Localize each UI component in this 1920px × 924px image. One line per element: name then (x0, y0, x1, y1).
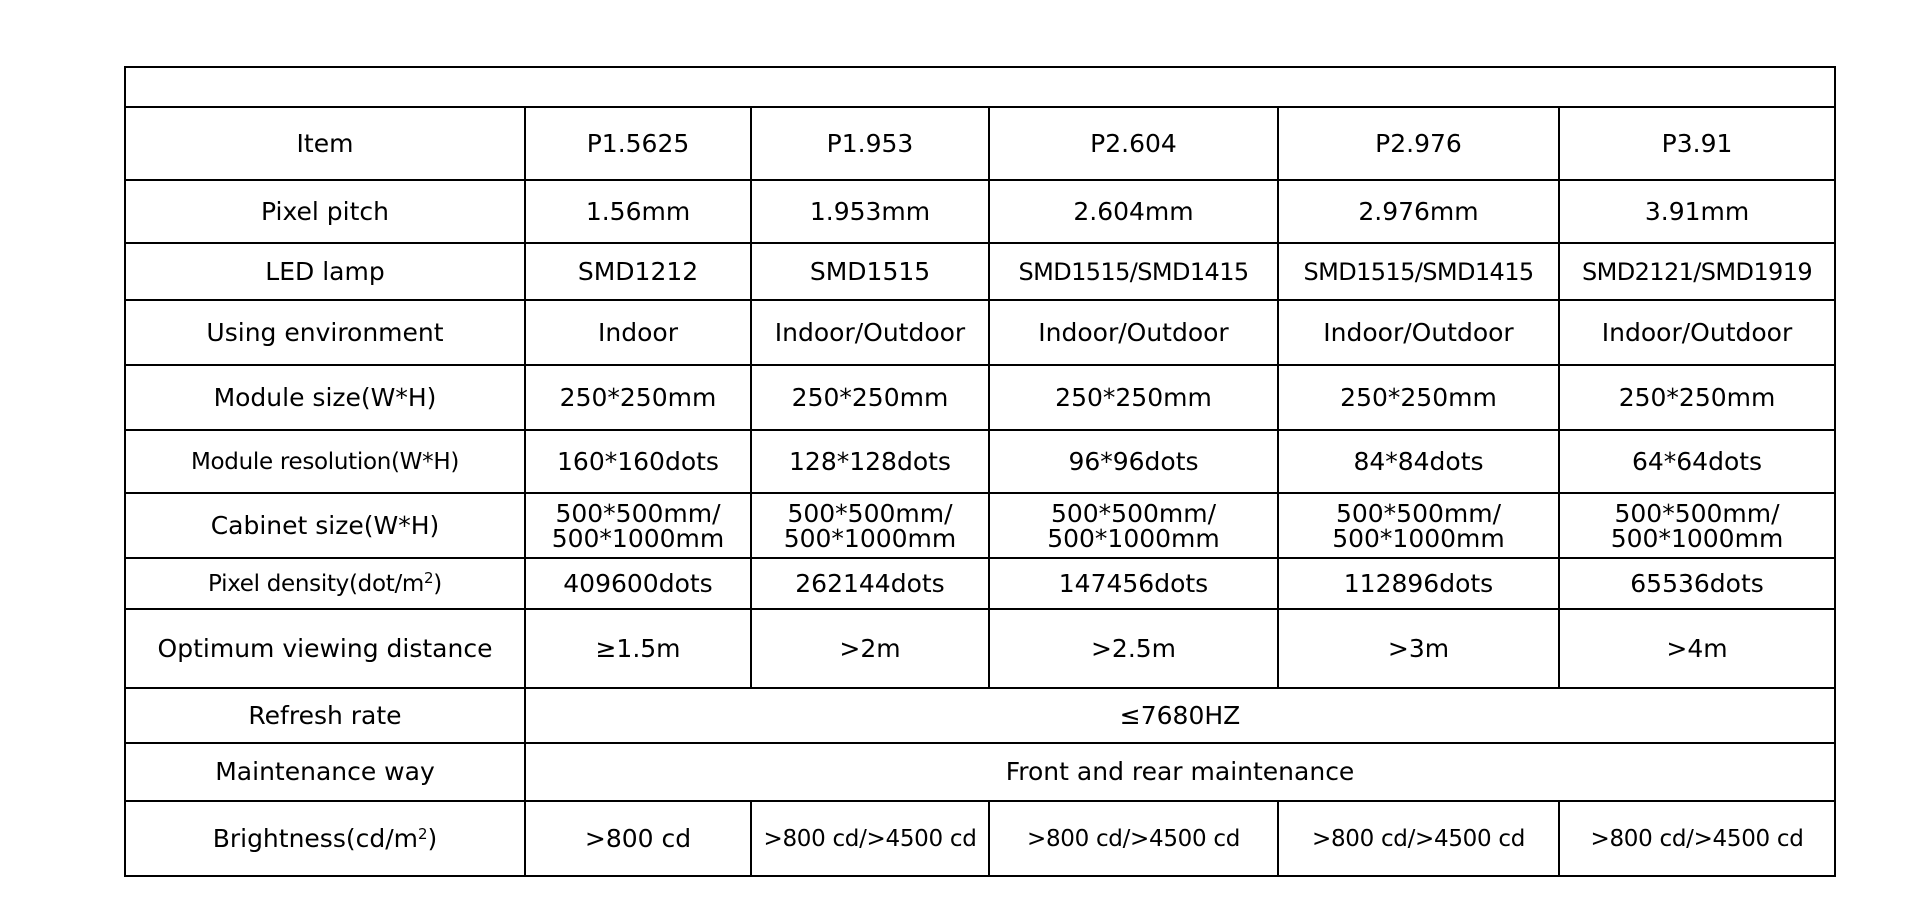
row-label: Refresh rate (125, 688, 525, 743)
model-header-cell: P3.91 (1559, 107, 1835, 180)
model-header-cell: P2.604 (989, 107, 1278, 180)
table-row-header (125, 107, 1835, 180)
table-cell: 500*500mm/ 500*1000mm (1559, 493, 1835, 558)
table-cell: 65536dots (1559, 558, 1835, 609)
table-cell: Indoor/Outdoor (1559, 300, 1835, 365)
table-cell: 96*96dots (989, 430, 1278, 493)
table-cell: >2.5m (989, 609, 1278, 688)
table-cell: 128*128dots (751, 430, 989, 493)
table-cell: 250*250mm (751, 365, 989, 430)
table-cell: 250*250mm (525, 365, 751, 430)
table-cell: SMD2121/SMD1919 (1559, 243, 1835, 300)
table-cell: >3m (1278, 609, 1559, 688)
table-cell: 250*250mm (1278, 365, 1559, 430)
model-header-cell: P1.953 (751, 107, 989, 180)
table-row-pixel-pitch (125, 180, 1835, 243)
table-cell: 1.953mm (751, 180, 989, 243)
table-cell: 2.976mm (1278, 180, 1559, 243)
table-row-module-resolution (125, 430, 1835, 493)
table-cell: 500*500mm/ 500*1000mm (1278, 493, 1559, 558)
table-cell: 2.604mm (989, 180, 1278, 243)
table-row-pixel-density (125, 558, 1835, 609)
model-header-cell: P2.976 (1278, 107, 1559, 180)
table-cell: 250*250mm (1559, 365, 1835, 430)
table-cell: 500*500mm/ 500*1000mm (525, 493, 751, 558)
table-row-refresh-rate (125, 688, 1835, 743)
table-cell: 409600dots (525, 558, 751, 609)
led-spec-table (124, 66, 1836, 877)
row-label: LED lamp (125, 243, 525, 300)
row-label-close: ) (427, 823, 438, 853)
row-label: Item (125, 107, 525, 180)
table-cell: Indoor/Outdoor (989, 300, 1278, 365)
table-row-cabinet-size (125, 493, 1835, 558)
table-cell: SMD1515/SMD1415 (1278, 243, 1559, 300)
row-label (125, 801, 525, 876)
row-label: Cabinet size(W*H) (125, 493, 525, 558)
table-cell: 500*500mm/ 500*1000mm (751, 493, 989, 558)
table-cell: >800 cd/>4500 cd (989, 801, 1278, 876)
table-cell: 262144dots (751, 558, 989, 609)
row-label: Optimum viewing distance (125, 609, 525, 688)
table-cell: Indoor/Outdoor (1278, 300, 1559, 365)
row-label: Using environment (125, 300, 525, 365)
table-cell: >800 cd/>4500 cd (1278, 801, 1559, 876)
merged-cell: Front and rear maintenance (525, 743, 1835, 801)
table-cell: 147456dots (989, 558, 1278, 609)
row-label: Module resolution(W*H) (125, 430, 525, 493)
table-row-viewing-distance (125, 609, 1835, 688)
table-row-led-lamp (125, 243, 1835, 300)
table-row-brightness (125, 801, 1835, 876)
table-cell: 1.56mm (525, 180, 751, 243)
row-label: Maintenance way (125, 743, 525, 801)
table-row-maintenance-way (125, 743, 1835, 801)
merged-cell: ≤7680HZ (525, 688, 1835, 743)
superscript: 2 (418, 824, 428, 843)
table-cell: >800 cd (525, 801, 751, 876)
table-cell: 500*500mm/ 500*1000mm (989, 493, 1278, 558)
table-cell: Indoor/Outdoor (751, 300, 989, 365)
row-label-text: Pixel density(dot/m (208, 570, 425, 597)
table-cell: >2m (751, 609, 989, 688)
row-label-close: ) (433, 570, 442, 597)
table-cell: ≥1.5m (525, 609, 751, 688)
blank-title-row (125, 67, 1835, 107)
table-cell: 64*64dots (1559, 430, 1835, 493)
table-cell: >4m (1559, 609, 1835, 688)
table-cell: 160*160dots (525, 430, 751, 493)
table-cell: 3.91mm (1559, 180, 1835, 243)
model-header-cell: P1.5625 (525, 107, 751, 180)
table-cell: >800 cd/>4500 cd (751, 801, 989, 876)
table-row-using-environment (125, 300, 1835, 365)
table-cell: >800 cd/>4500 cd (1559, 801, 1835, 876)
blank-title-cell (125, 67, 1835, 107)
table-cell: Indoor (525, 300, 751, 365)
table-cell: 84*84dots (1278, 430, 1559, 493)
table-cell: SMD1515/SMD1415 (989, 243, 1278, 300)
table-cell: 112896dots (1278, 558, 1559, 609)
table-cell: SMD1515 (751, 243, 989, 300)
table-cell: 250*250mm (989, 365, 1278, 430)
row-label: Pixel pitch (125, 180, 525, 243)
table-cell: SMD1212 (525, 243, 751, 300)
row-label-text: Brightness(cd/m (212, 823, 418, 853)
row-label: Module size(W*H) (125, 365, 525, 430)
table-row-module-size (125, 365, 1835, 430)
row-label (125, 558, 525, 609)
superscript: 2 (424, 568, 434, 587)
